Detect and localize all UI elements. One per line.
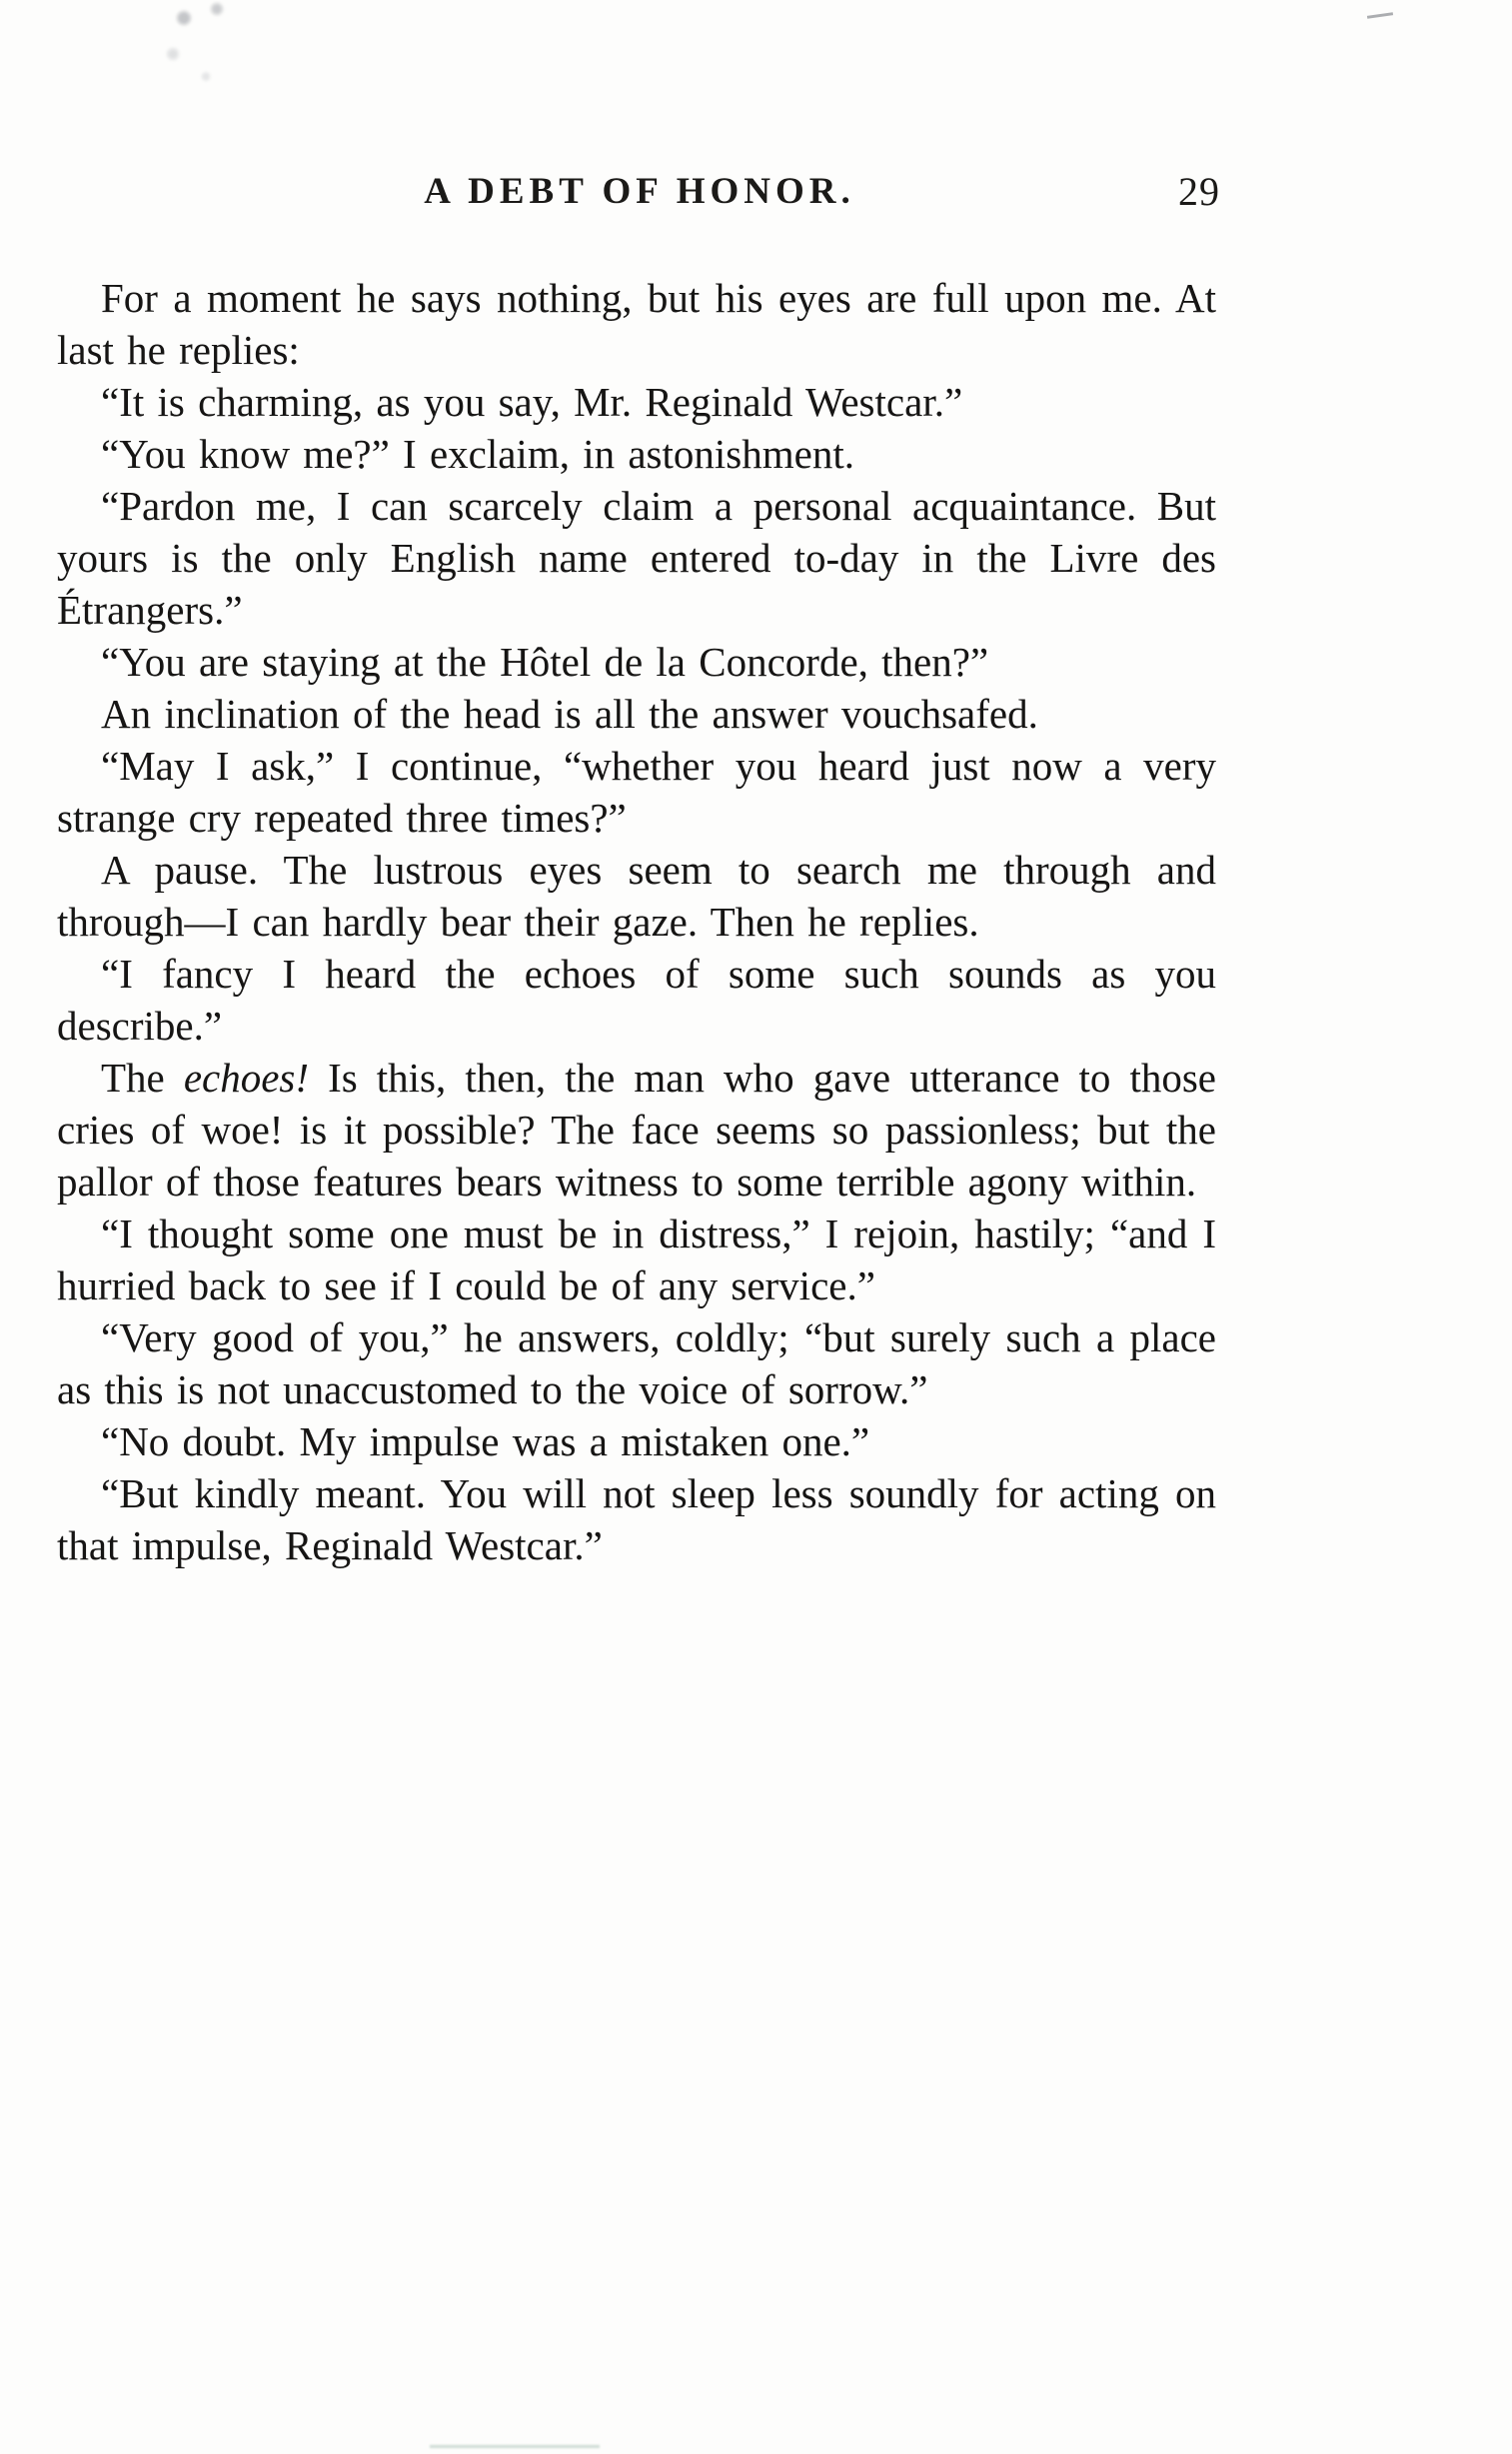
paragraph <box>57 376 1216 428</box>
scan-smudge-artifact <box>140 0 250 90</box>
text-segment: “But kindly meant. You will not sleep less soundly for acting on that impulse, Reginald Westcar.” <box>57 1470 1216 1568</box>
italic-text-segment: echoes! <box>183 1055 310 1101</box>
paragraph <box>57 948 1216 1052</box>
text-segment: “You are staying at the Hôtel de la Concorde, then?” <box>101 639 989 685</box>
text-segment: “It is charming, as you say, Mr. Reginald Westcar.” <box>101 379 963 425</box>
text-segment: “Pardon me, I can scarcely claim a personal acquaintance. But yours is the only English name entered to-day in the Livre des Étrangers.” <box>57 483 1216 633</box>
text-segment: “May I ask,” I continue, “whether you heard just now a very strange cry repeated three times?” <box>57 743 1216 841</box>
text-block <box>57 272 1216 1571</box>
paragraph <box>57 1415 1216 1467</box>
scan-mark-artifact <box>430 2445 600 2448</box>
paragraph <box>57 688 1216 740</box>
text-segment: “Very good of you,” he answers, coldly; “but surely such a place as this is not unaccustomed to the voice of sorrow.” <box>57 1314 1216 1412</box>
page-number: 29 <box>1178 169 1220 214</box>
text-segment: “No doubt. My impulse was a mistaken one.” <box>101 1418 870 1464</box>
paragraph <box>57 1208 1216 1311</box>
text-segment: “You know me?” I exclaim, in astonishment. <box>101 431 854 477</box>
paragraph <box>57 480 1216 636</box>
text-segment: For a moment he says nothing, but his eyes are full upon me. At last he replies: <box>57 275 1216 373</box>
text-segment: An inclination of the head is all the answer vouchsafed. <box>101 691 1038 737</box>
scan-mark-artifact <box>1367 12 1393 19</box>
paragraph <box>57 740 1216 844</box>
text-segment: The <box>101 1055 184 1101</box>
paragraph <box>57 1052 1216 1208</box>
paragraph <box>57 1467 1216 1571</box>
text-segment: A pause. The lustrous eyes seem to search me through and through—I can hardly bear their gaze. Then he replies. <box>57 847 1216 945</box>
text-segment: Is this, then, the man who gave utterance to those cries of woe! is it possible? The face seems so passionless; but the pallor of those features bears witness to some terrible agony within. <box>57 1055 1216 1205</box>
paragraph <box>57 272 1216 376</box>
paragraph <box>57 1311 1216 1415</box>
text-segment: “I fancy I heard the echoes of some such sounds as you describe.” <box>57 951 1216 1049</box>
page-header <box>57 170 1222 222</box>
text-segment: “I thought some one must be in distress,” I rejoin, hastily; “and I hurried back to see if I could be of any service.” <box>57 1211 1216 1308</box>
paragraph <box>57 636 1216 688</box>
paragraph <box>57 844 1216 948</box>
running-title: A DEBT OF HONOR. <box>424 171 855 212</box>
paragraph <box>57 428 1216 480</box>
